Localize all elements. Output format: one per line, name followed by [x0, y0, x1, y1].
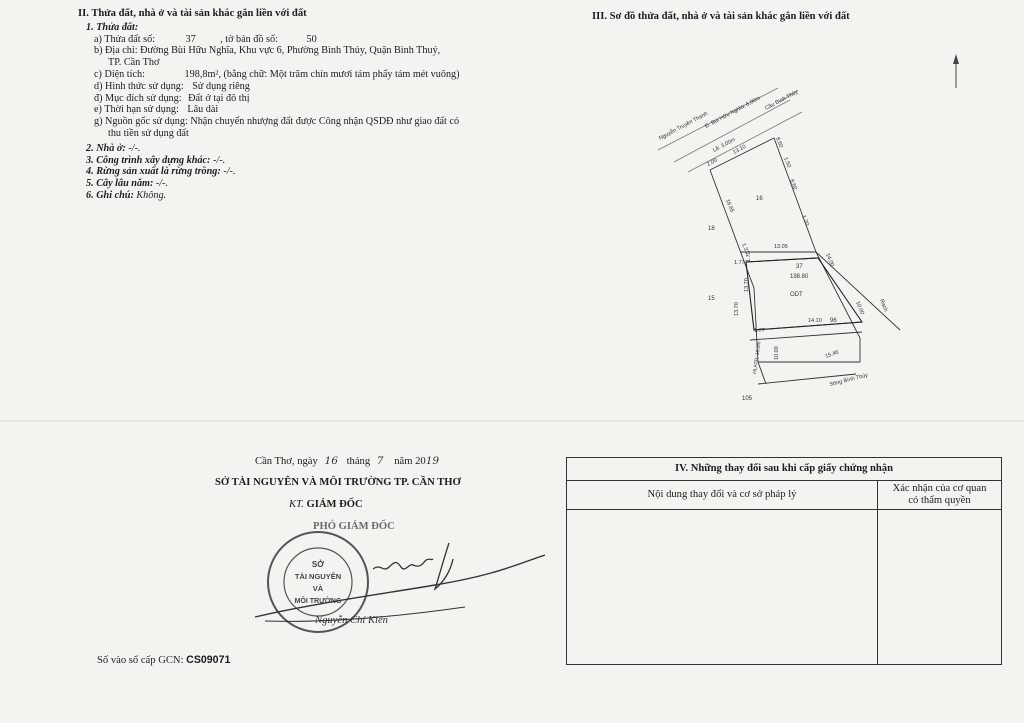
registration-label: Số vào sổ cấp GCN:: [97, 655, 184, 666]
perennial-value: -/-.: [155, 178, 169, 190]
issuing-department: SỞ TÀI NGUYÊN VÀ MÔI TRƯỜNG TP. CẦN THƠ: [215, 477, 461, 488]
protection-corridor-label: HLATĐ: 10,0m: [752, 341, 763, 375]
dimension-label: 13.05: [774, 244, 788, 250]
dimension-label: 1.50: [782, 156, 792, 169]
parcel-area-label: 198.80: [790, 274, 809, 280]
changes-table-header: [567, 481, 1001, 510]
dimension-label: 10.00: [854, 300, 865, 316]
dimension-label: 1.20: [800, 214, 810, 227]
parcel-37-outline: [746, 258, 862, 330]
section-4-title: IV. Những thay đổi sau khi cấp giấy chứng nhận: [567, 458, 1001, 481]
area-value: 198,8m², (bằng chữ: Một trăm chín mươi tám phẩy tám mét vuông): [184, 68, 460, 80]
usage-term-label: e) Thời hạn sử dụng:: [94, 104, 179, 116]
usage-form-row: [78, 81, 518, 93]
perennial-row: [78, 178, 518, 190]
dimension-label: 13.10: [732, 144, 748, 156]
dimension-label: 8.60: [788, 178, 798, 191]
parcel-row: [78, 34, 518, 46]
item1-label: 1. Thửa đất:: [86, 21, 139, 33]
usage-purpose-value: Đất ở tại đô thị: [188, 92, 250, 104]
neighbor-parcel-label: 15: [708, 296, 715, 302]
date-day: 16: [324, 455, 338, 467]
note-label: 6. Ghi chú:: [86, 189, 134, 201]
origin-line-2: thu tiền sử dụng đất: [108, 127, 189, 139]
date-year-label: năm 20: [394, 456, 426, 467]
dimension-label: 13.70: [734, 302, 740, 316]
director-title: GIÁM ĐỐC: [306, 499, 363, 510]
column-header-confirmation-line-1: Xác nhận của cơ quan: [892, 483, 987, 494]
parcel-plan-diagram: [630, 40, 1000, 410]
house-label: 2. Nhà ở:: [86, 142, 126, 154]
area-row: [78, 69, 518, 81]
origin-row: [78, 116, 518, 128]
other-works-row: [78, 155, 518, 167]
date-month: 7: [376, 455, 384, 467]
handwritten-signature: [245, 525, 545, 635]
usage-term-value: Lâu dài: [187, 104, 219, 116]
dimension-label: 10.00: [774, 346, 780, 360]
house-row: [78, 143, 518, 155]
stamp-line: TÀI NGUYÊN: [294, 572, 342, 581]
neighbor-parcel-label: 16: [756, 196, 763, 202]
changes-table-body: [567, 510, 1001, 665]
column-header-confirmation-line-2: có thẩm quyền: [908, 495, 971, 506]
stamp-line: MÔI TRƯỜNG: [294, 598, 342, 605]
north-arrow-icon: [953, 54, 959, 88]
address-line-1: Đường Bùi Hữu Nghĩa, Khu vực 6, Phường Bình Thủy, Quận Bình Thuỷ,: [140, 45, 441, 57]
road-name-label: Nguyễn Truyền Thanh: [658, 110, 709, 142]
address-row: [78, 45, 518, 57]
date-prefix: Cần Thơ, ngày: [255, 456, 318, 467]
dimension-label: 16.65: [724, 198, 735, 214]
dimension-label: 1.77: [754, 328, 765, 334]
dimension-label: 8.60: [774, 136, 784, 149]
area-label: c) Diện tích:: [94, 68, 145, 80]
sidewalk-label: Lề: 3,00m: [712, 136, 737, 154]
page-fold: [0, 420, 1024, 422]
dimension-label: 2.00: [706, 157, 719, 168]
address-line-2: TP. Cần Thơ: [108, 57, 160, 69]
registration-number: CS09071: [186, 654, 231, 666]
changes-confirmation-cell: [878, 510, 1001, 665]
changes-table: [566, 457, 1002, 665]
usage-form-label: d) Hình thức sử dụng:: [94, 80, 184, 92]
forest-value: -/-.: [223, 166, 236, 178]
signer-name: Nguyễn Chí Kiên: [315, 615, 388, 626]
dimension-label: 1.70: [746, 251, 752, 262]
neighbor-parcel-label: 96: [830, 318, 837, 324]
parcel-use-label: ODT: [790, 292, 803, 298]
signing-authority: [289, 499, 363, 510]
stamp-line: SỞ: [311, 560, 325, 569]
parcel-number: 37: [185, 33, 196, 45]
house-value: -/-.: [128, 142, 141, 154]
neighbor-parcel-label: 105: [742, 396, 753, 402]
usage-purpose-row: [78, 93, 518, 105]
dimension-label: 14.10: [808, 318, 822, 324]
column-header-confirmation: [878, 481, 1001, 509]
parcel-label: a) Thửa đất số:: [94, 33, 156, 45]
canal-label: Rạch: [878, 298, 889, 313]
section-3-title: III. Sơ đồ thửa đất, nhà ở và tài sản khác gắn liền với đất: [592, 11, 850, 22]
note-value: Không.: [136, 189, 167, 201]
changes-content-cell: [567, 510, 878, 665]
issue-date: [255, 455, 439, 467]
kt-prefix: KT.: [289, 499, 304, 510]
section-2-title: II. Thửa đất, nhà ở và tài sản khác gắn liền với đất: [78, 8, 307, 19]
dimension-label: 1.77: [734, 260, 745, 266]
perennial-label: 5. Cây lâu năm:: [86, 178, 154, 190]
address-label: b) Địa chỉ:: [94, 45, 138, 57]
date-month-label: tháng: [346, 456, 371, 467]
deputy-director-title: PHÓ GIÁM ĐỐC: [313, 521, 395, 532]
date-year: 19: [425, 455, 440, 467]
dimension-label: 1.31: [740, 242, 750, 255]
origin-line-1: Nhận chuyển nhượng đất được Công nhận QSDĐ như giao đất có: [190, 116, 460, 128]
usage-term-row: [78, 104, 518, 116]
map-sheet-label: , tờ bản đồ số:: [220, 33, 278, 45]
column-header-content: Nội dung thay đổi và cơ sở pháp lý: [567, 481, 878, 509]
dimension-label: 15.46: [824, 349, 840, 360]
map-sheet-number: 50: [306, 33, 317, 45]
neighbor-parcel-label: 18: [708, 226, 715, 232]
usage-purpose-label: đ) Mục đích sử dụng:: [94, 92, 182, 104]
stamp-line: VÀ: [312, 584, 324, 593]
parcel-number-label: 37: [796, 264, 803, 270]
river-label: Sông Bình Thủy: [829, 372, 869, 388]
usage-form-value: Sử dụng riêng: [192, 80, 250, 92]
bridge-label: Cầu Bình Thủy: [764, 89, 800, 112]
dimension-label: 14.00: [824, 252, 835, 268]
registration-number-row: [97, 654, 230, 666]
land-info-section: [78, 8, 518, 202]
forest-label: 4. Rừng sản xuất là rừng trồng:: [86, 166, 221, 178]
other-works-value: -/-.: [212, 154, 226, 166]
origin-label: g) Nguồn gốc sử dụng:: [94, 116, 188, 128]
other-works-label: 3. Công trình xây dựng khác:: [86, 154, 211, 166]
dimension-label: 13.70: [744, 278, 750, 292]
note-row: [78, 190, 518, 202]
forest-row: [78, 166, 518, 178]
road-width-label: Đ. Bùi Hữu Nghĩa: 6,00m: [704, 95, 762, 130]
